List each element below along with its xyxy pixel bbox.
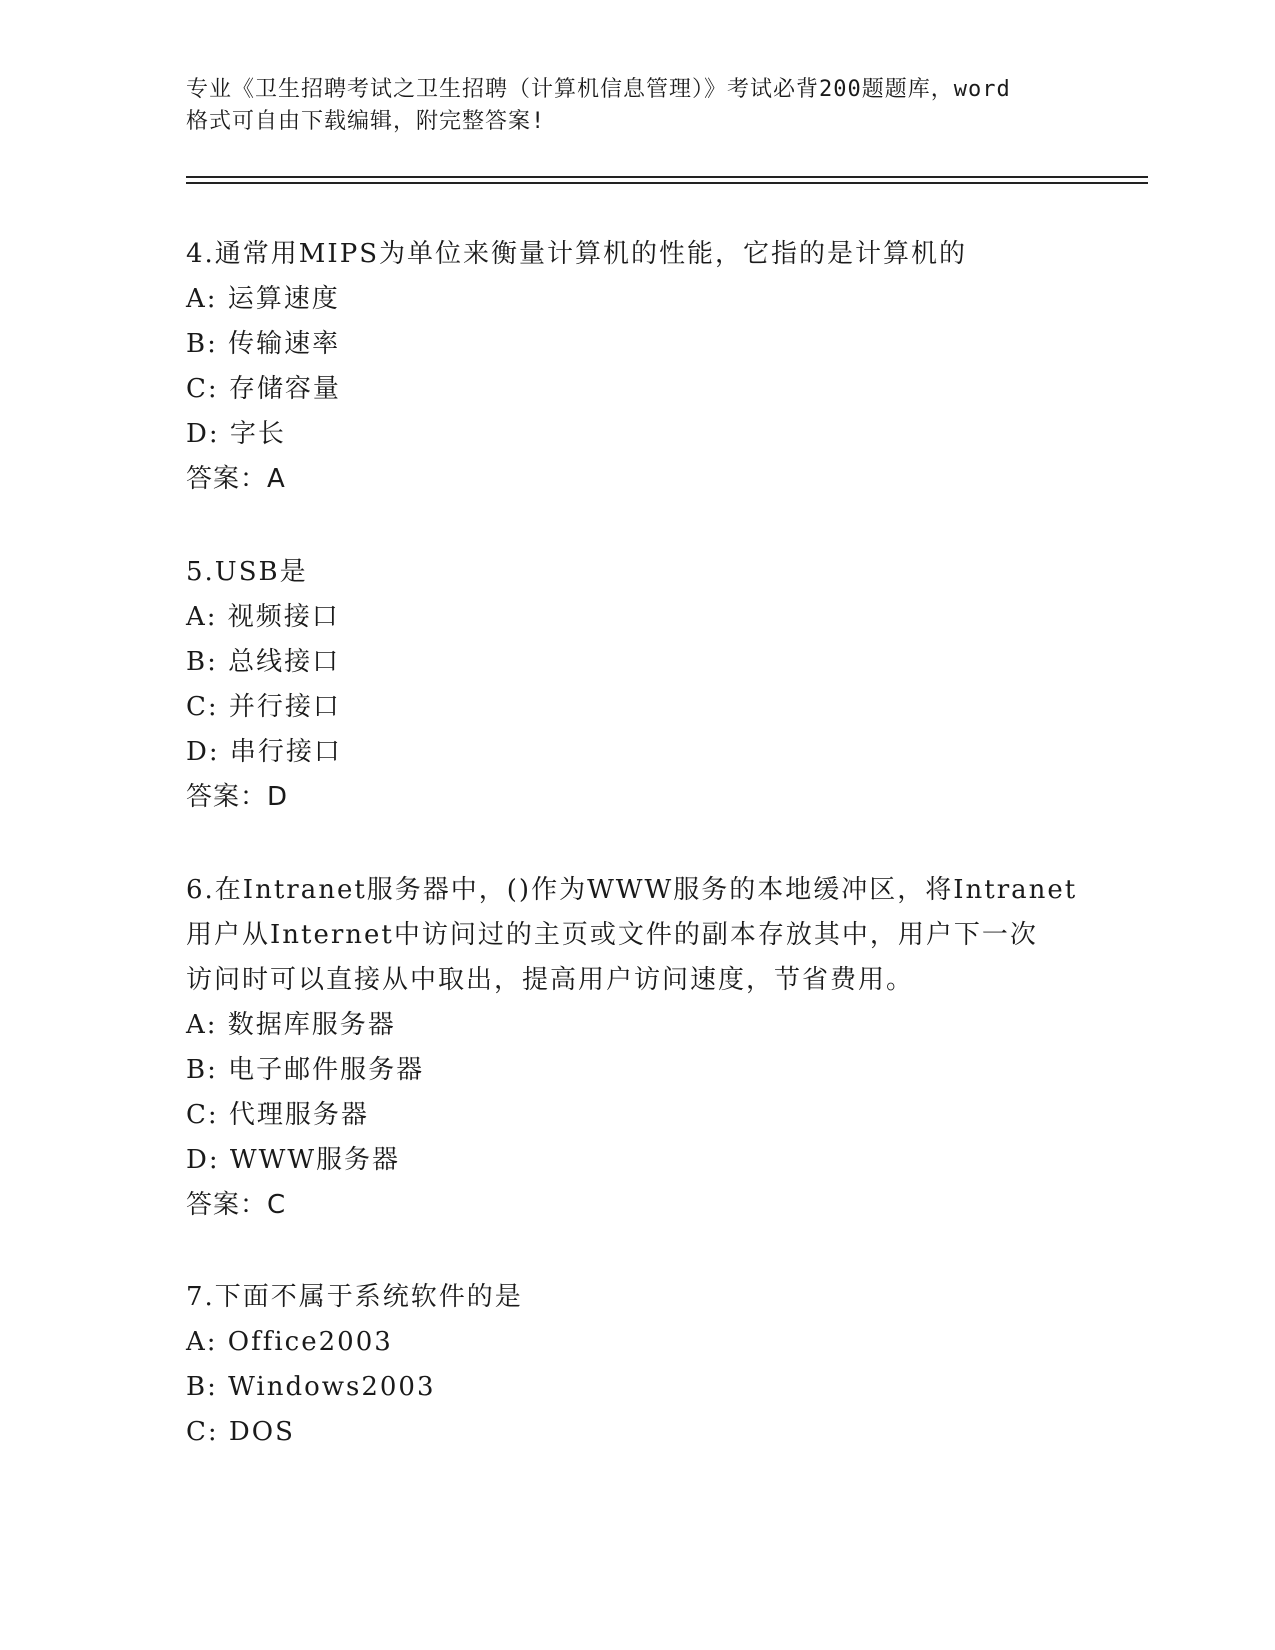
question-stem-line-3: 访问时可以直接从中取出，提高用户访问速度，节省费用。 [186, 965, 915, 995]
option-a: A: Office2003 [186, 1327, 393, 1357]
question-7 [186, 1275, 1086, 1455]
option-a: A: 数据库服务器 [186, 1010, 396, 1040]
option-a: A: 视频接口 [186, 602, 340, 632]
option-b: B: 传输速率 [186, 329, 341, 359]
question-stem-line-2: 用户从Internet中访问过的主页或文件的副本存放其中，用户下一次 [186, 920, 1038, 950]
option-b: B: Windows2003 [186, 1372, 436, 1402]
question-6 [186, 868, 1086, 1228]
header-divider-bottom [186, 182, 1148, 184]
option-b: B: 电子邮件服务器 [186, 1055, 425, 1085]
option-c: C: 并行接口 [186, 692, 341, 722]
document-header [186, 74, 1086, 138]
option-c: C: 代理服务器 [186, 1100, 369, 1130]
option-d: D: 字长 [186, 419, 286, 449]
option-c: C: DOS [186, 1417, 295, 1447]
option-a: A: 运算速度 [186, 284, 340, 314]
option-d: D: 串行接口 [186, 737, 342, 767]
header-divider-top [186, 176, 1148, 178]
question-4 [186, 232, 1086, 502]
header-line-2: 格式可自由下载编辑，附完整答案! [186, 109, 546, 134]
answer: 答案：C [186, 1190, 287, 1220]
answer: 答案：A [186, 464, 286, 494]
question-stem: 7.下面不属于系统软件的是 [186, 1282, 523, 1312]
header-line-1: 专业《卫生招聘考试之卫生招聘（计算机信息管理）》考试必背200题题库，word [186, 77, 1011, 102]
option-c: C: 存储容量 [186, 374, 341, 404]
option-d: D: WWW服务器 [186, 1145, 401, 1175]
question-stem: 4.通常用MIPS为单位来衡量计算机的性能，它指的是计算机的 [186, 239, 968, 269]
option-b: B: 总线接口 [186, 647, 341, 677]
question-5 [186, 550, 1086, 820]
question-stem-line-1: 6.在Intranet服务器中，()作为WWW服务的本地缓冲区，将Intranet [186, 875, 1078, 905]
answer: 答案：D [186, 782, 289, 812]
question-stem: 5.USB是 [186, 557, 308, 587]
